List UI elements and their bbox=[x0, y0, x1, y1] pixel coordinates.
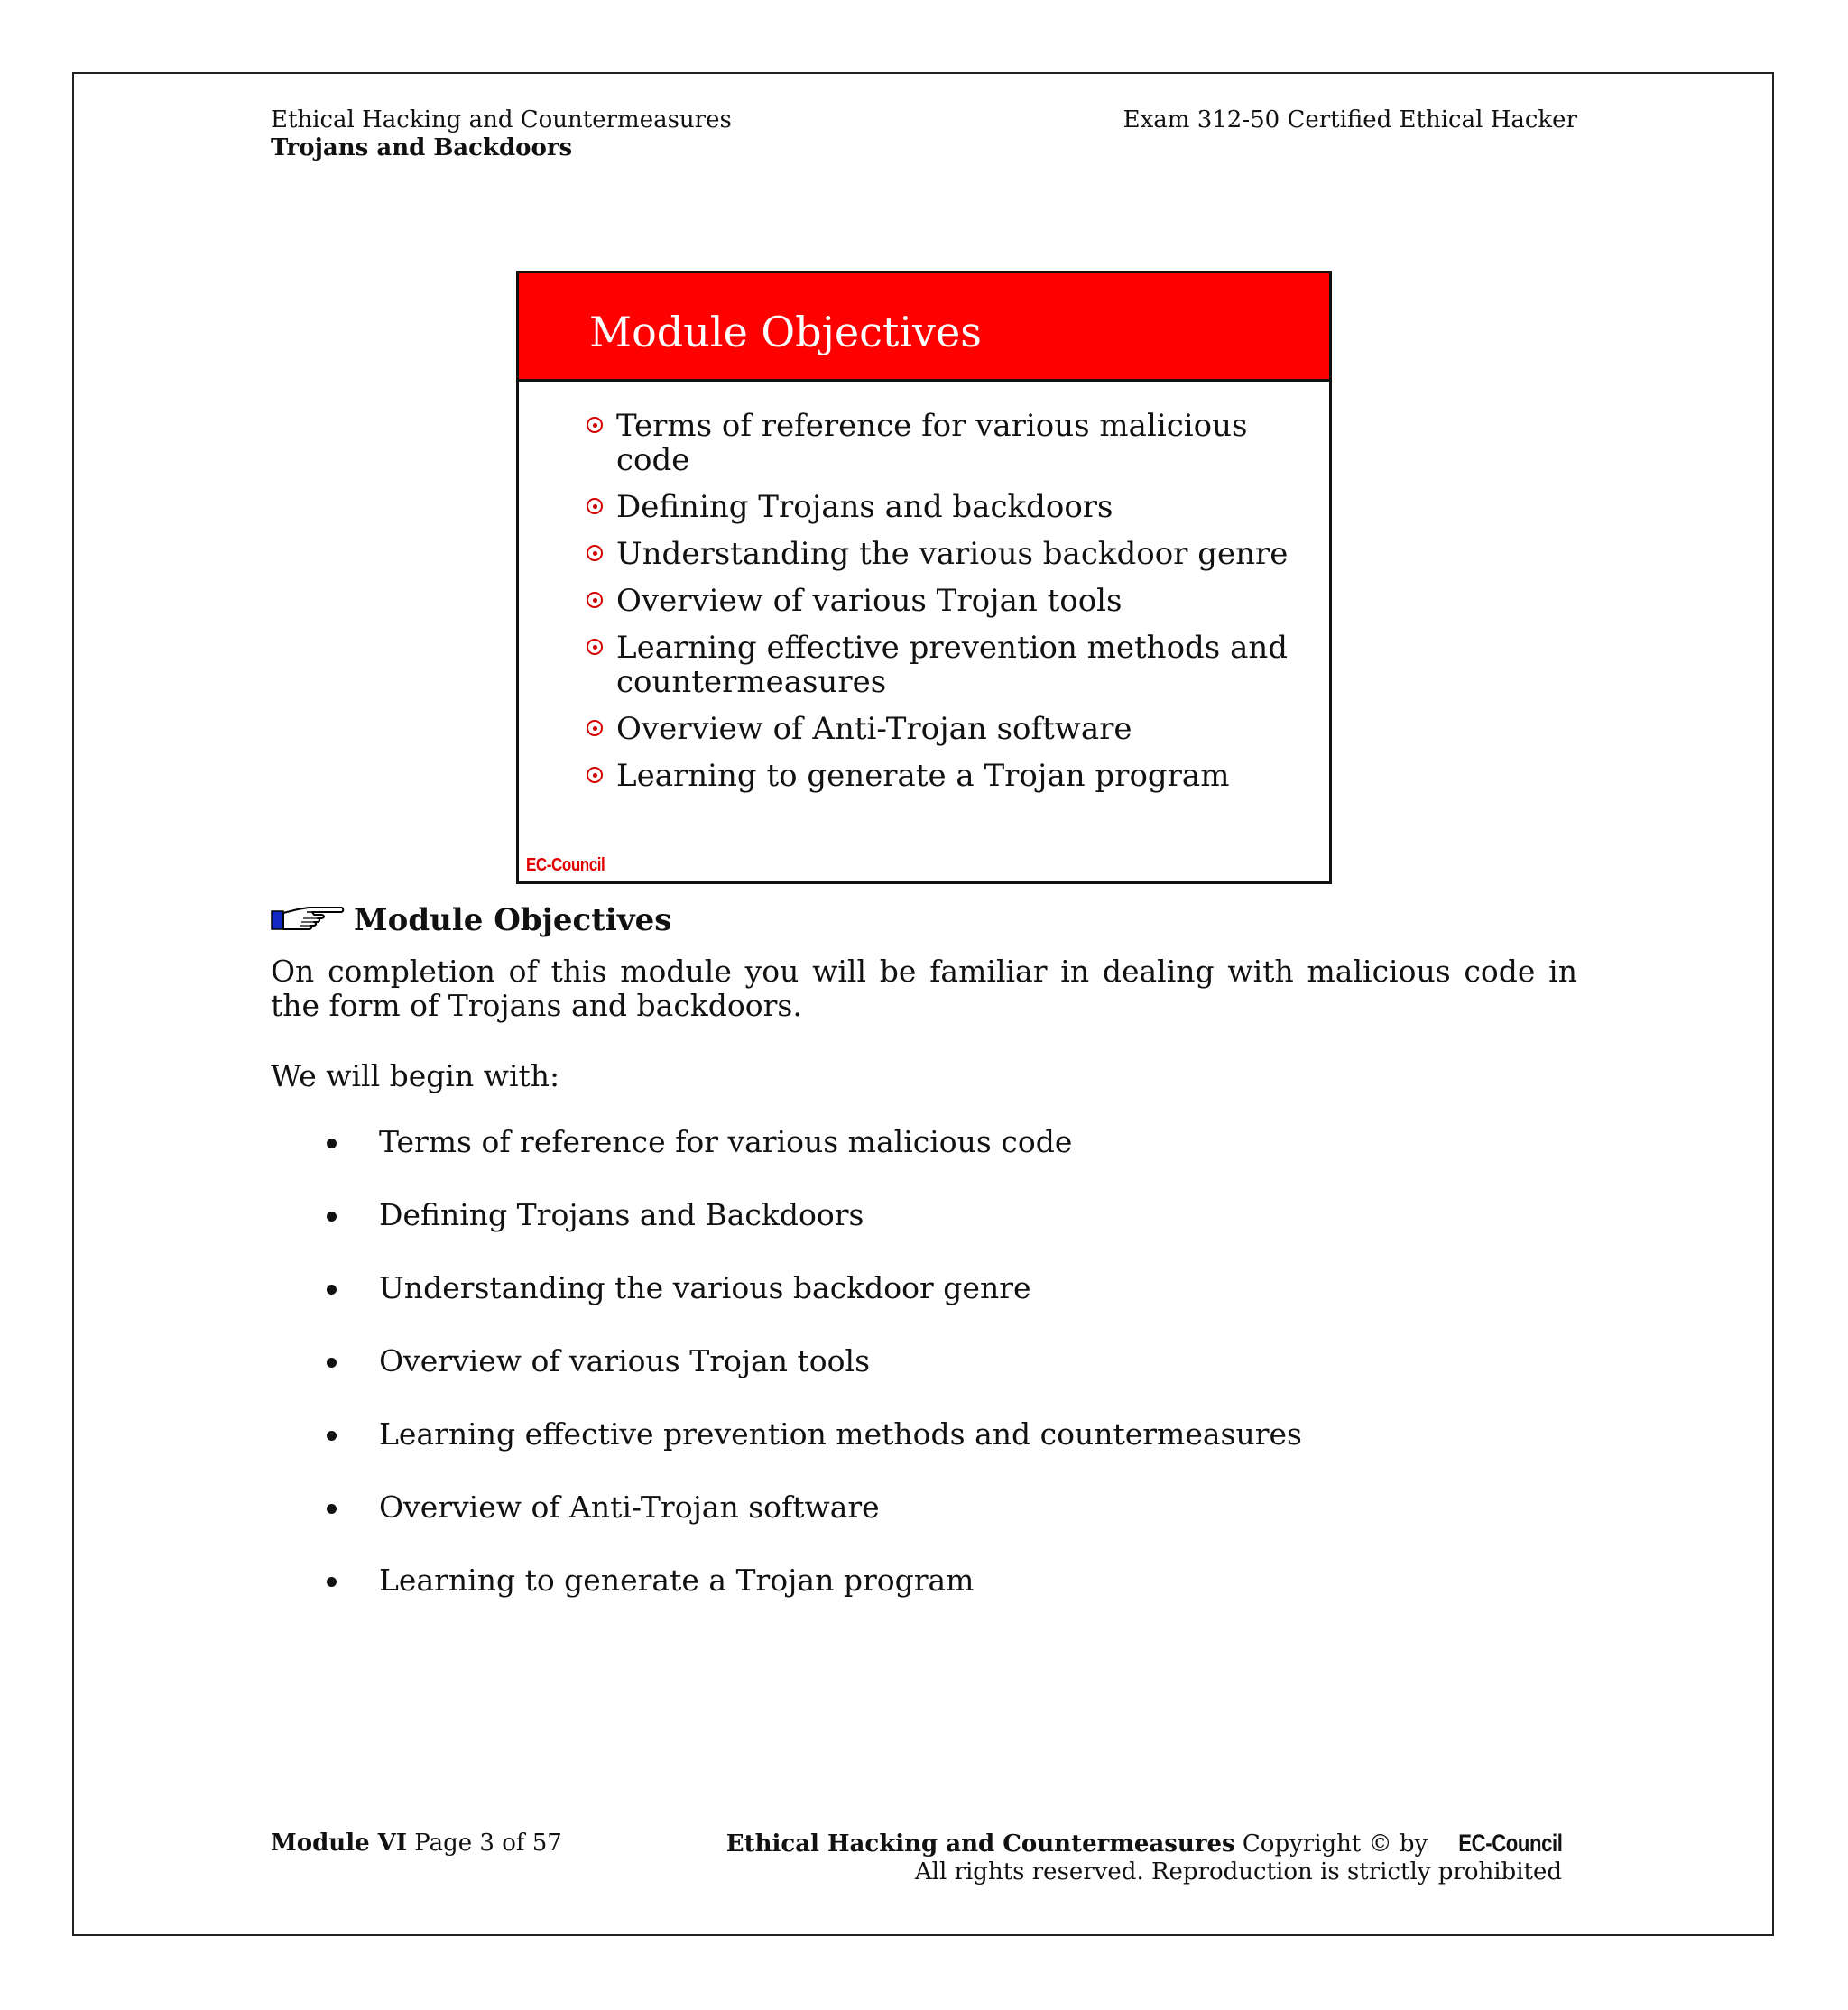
target-bullet-icon bbox=[587, 545, 603, 561]
footer-page-number: Page 3 of 57 bbox=[414, 1830, 562, 1857]
target-bullet-icon bbox=[587, 592, 603, 608]
footer-rights-text: All rights reserved. Reproduction is strictly prohibited bbox=[914, 1858, 1562, 1886]
target-bullet-icon bbox=[587, 417, 603, 433]
footer-page-info bbox=[271, 1830, 562, 1858]
list-item: Learning effective prevention methods and countermeasures bbox=[271, 1416, 1534, 1489]
slide-title-bar bbox=[519, 273, 1329, 382]
list-item: Defining Trojans and Backdoors bbox=[271, 1197, 1534, 1270]
bullet-dot-icon bbox=[327, 1212, 337, 1222]
target-bullet-icon bbox=[587, 720, 603, 736]
footer-module-label: Module VI bbox=[271, 1830, 408, 1857]
target-bullet-icon bbox=[587, 639, 603, 655]
list-item: Understanding the various backdoor genre bbox=[271, 1270, 1534, 1343]
ec-council-logo: EC-Council bbox=[526, 855, 605, 875]
header-module-title: Trojans and Backdoors bbox=[271, 134, 573, 161]
slide-bullet-item: Understanding the various backdoor genre bbox=[587, 537, 1308, 571]
header-left bbox=[271, 106, 732, 162]
slide-bullet-item: Learning effective prevention methods and countermeasures bbox=[587, 631, 1308, 699]
list-item: Terms of reference for various malicious code bbox=[271, 1124, 1534, 1197]
bullet-dot-icon bbox=[327, 1139, 337, 1148]
header-exam-title: Exam 312-50 Certified Ethical Hacker bbox=[1123, 106, 1577, 134]
section-title: Module Objectives bbox=[354, 902, 672, 938]
header-course-title: Ethical Hacking and Countermeasures bbox=[271, 106, 732, 134]
target-bullet-icon bbox=[587, 498, 603, 514]
bullet-dot-icon bbox=[327, 1431, 337, 1441]
list-item: Learning to generate a Trojan program bbox=[271, 1563, 1534, 1636]
bullet-dot-icon bbox=[327, 1285, 337, 1295]
slide-bullet-list bbox=[587, 409, 1308, 806]
bullet-dot-icon bbox=[327, 1577, 337, 1587]
list-item: Overview of various Trojan tools bbox=[271, 1343, 1534, 1416]
footer-course-title: Ethical Hacking and Countermeasures bbox=[725, 1830, 1235, 1858]
bullet-dot-icon bbox=[327, 1358, 337, 1368]
intro-paragraph: On completion of this module you will be familiar in dealing with malicious code in the form of Trojans and backdoors. bbox=[271, 954, 1577, 1023]
slide-bullet-item: Overview of Anti-Trojan software bbox=[587, 712, 1308, 746]
list-item: Overview of Anti-Trojan software bbox=[271, 1489, 1534, 1563]
slide-bullet-item: Learning to generate a Trojan program bbox=[587, 759, 1308, 793]
target-bullet-icon bbox=[587, 767, 603, 783]
slide-bullet-item: Defining Trojans and backdoors bbox=[587, 490, 1308, 524]
slide-bullet-item: Terms of reference for various malicious code bbox=[587, 409, 1308, 477]
lead-in-text: We will begin with: bbox=[271, 1058, 560, 1093]
footer-copyright bbox=[726, 1830, 1562, 1886]
slide-bullet-item: Overview of various Trojan tools bbox=[587, 584, 1308, 618]
footer-copyright-text: Copyright © by bbox=[1242, 1830, 1428, 1858]
slide-thumbnail bbox=[516, 271, 1332, 884]
slide-title: Module Objectives bbox=[589, 308, 982, 356]
footer-brand: EC-Council bbox=[1457, 1830, 1562, 1857]
bullet-dot-icon bbox=[327, 1504, 337, 1514]
pointing-hand-icon bbox=[271, 904, 345, 935]
objectives-list bbox=[271, 1124, 1534, 1636]
